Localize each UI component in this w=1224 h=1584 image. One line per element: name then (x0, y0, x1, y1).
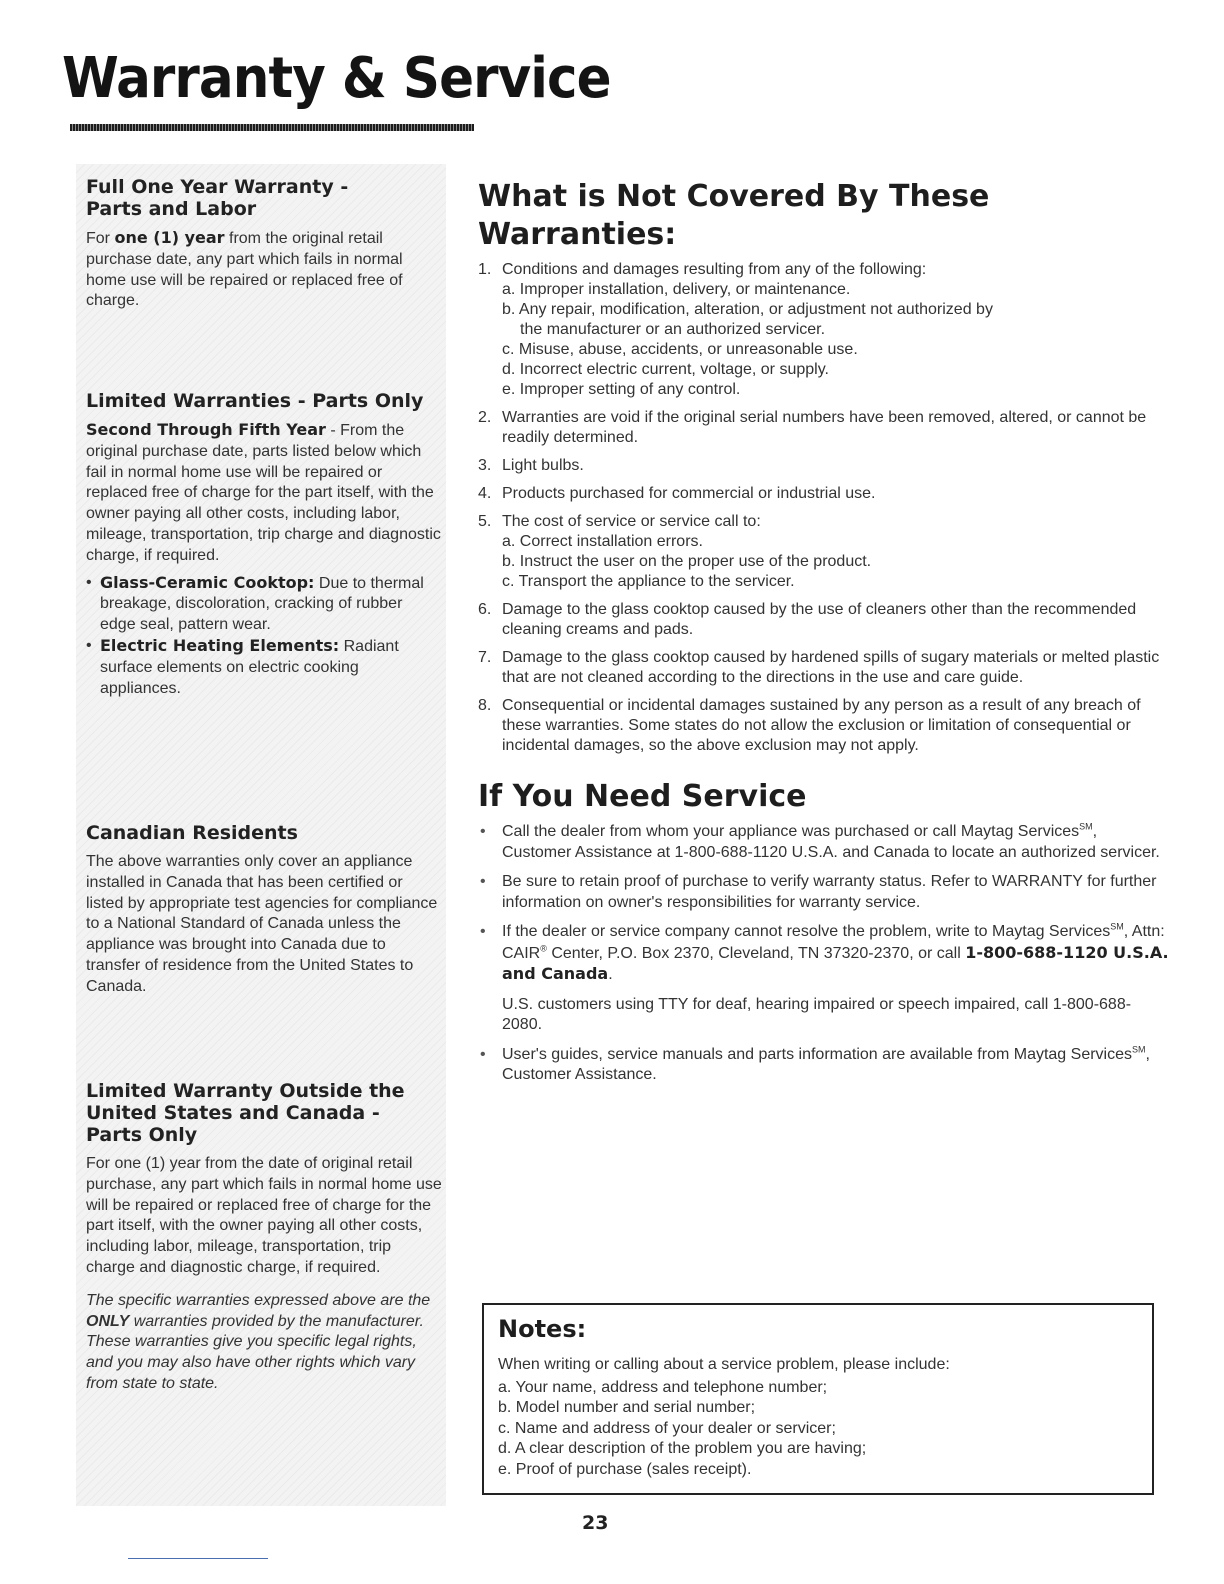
list-item (478, 260, 1170, 400)
list-item (478, 696, 1170, 756)
sub-list (502, 280, 1170, 400)
heading-line: Full One Year Warranty - (86, 176, 349, 198)
item-text: Products purchased for commercial or industrial use. (502, 485, 876, 502)
title-rule (70, 124, 474, 131)
sub-item-text: b. Any repair, modification, alteration, or adjustment not authorized by (502, 301, 993, 318)
notes-heading: Notes: (498, 1315, 587, 1343)
item-number: 1. (478, 261, 492, 278)
part-name: Electric Heating Elements: (100, 635, 340, 655)
notes-box (482, 1303, 1154, 1495)
item-text: Light bulbs. (502, 457, 584, 474)
part-name: Glass-Ceramic Cooktop: (100, 572, 315, 592)
item-text: User's guides, service manuals and parts information are available from Maytag Services (502, 1045, 1132, 1063)
outside-us-heading (86, 1080, 442, 1146)
outside-us-body: For one (1) year from the date of original retail purchase, any part which fails in normal home use will be repaired or replaced free of charge for the part itself, with the owner paying all other costs, including labor, mileage, transportation, trip charge and diagnostic charge, if required. (86, 1155, 442, 1276)
sub-item: a. Correct installation errors. (502, 533, 703, 550)
body-text: from the original retail purchase date, any part which fails in normal home use will be repaired or replaced free of charge. (86, 230, 403, 310)
note-text: The specific warranties expressed above are the (86, 1291, 431, 1309)
duration-emphasis: one (1) year (114, 228, 225, 247)
bottom-rule (128, 1558, 268, 1559)
heading-line: Warranties: (478, 217, 677, 252)
item-text: Damage to the glass cooktop caused by hardened spills of sugary materials or melted plastic that are not cleaned according to the directions in the use and care guide. (502, 649, 1160, 686)
list-item (478, 408, 1170, 448)
sub-item: c. Transport the appliance to the servicer. (502, 573, 795, 590)
heading-line: What is Not Covered By These (478, 179, 990, 214)
list-item: • Be sure to retain proof of purchase to verify warranty status. Refer to WARRANTY for further information on owner's responsibilities for warranty service. (478, 872, 1170, 913)
period-emphasis: Second Through Fifth Year (86, 420, 326, 439)
heading-line: Parts and Labor (86, 198, 257, 220)
limited-parts-heading: Limited Warranties - Parts Only (86, 390, 424, 412)
exclusive-warranty-note (86, 1291, 442, 1395)
full-warranty-section (86, 176, 442, 312)
item-number: 4. (478, 485, 492, 502)
list-item (478, 484, 1170, 504)
list-item (478, 648, 1170, 688)
not-covered-heading (478, 178, 1170, 254)
list-item (478, 456, 1170, 476)
list-item (478, 1045, 1170, 1086)
phone-emphasis: 1-800-688-1120 U.S.A. and Canada (502, 942, 1169, 983)
sub-item: a. Improper installation, delivery, or maintenance. (502, 281, 851, 298)
service-mark: SM (1110, 921, 1124, 932)
page-number: 23 (582, 1512, 609, 1534)
canadian-residents-body: The above warranties only cover an appliance installed in Canada that has been certified or listed by appropriate test agencies for compliance to a National Standard of Canada unless the appliance was brought into Canada due to transfer of residence from the United States to Canada. (86, 853, 438, 995)
list-item (478, 600, 1170, 640)
full-warranty-heading (86, 176, 442, 220)
item-number: 6. (478, 601, 492, 618)
exclusions-list (478, 260, 1170, 756)
item-number: 8. (478, 697, 492, 714)
item-text: If the dealer or service company cannot resolve the problem, write to Maytag Services (502, 923, 1111, 940)
sub-item: b. Instruct the user on the proper use of the product. (502, 553, 872, 570)
item-text: The cost of service or service call to: (502, 513, 761, 530)
list-item: b. Model number and serial number; (498, 1399, 756, 1416)
part-description: Due to thermal breakage, discoloration, cracking of rubber edge seal, pattern wear. (100, 574, 424, 634)
sub-list (502, 532, 1170, 592)
full-warranty-body (86, 228, 442, 312)
service-mark: SM (1132, 1044, 1146, 1055)
list-item: a. Your name, address and telephone number; (498, 1378, 828, 1396)
need-service-heading: If You Need Service (478, 779, 807, 814)
notes-intro: When writing or calling about a service problem, please include: (498, 1356, 950, 1373)
canadian-residents-heading: Canadian Residents (86, 822, 298, 844)
heading-line: United States and Canada - (86, 1102, 380, 1124)
page-title: Warranty & Service (62, 46, 611, 111)
list-item (478, 512, 1170, 592)
service-list (478, 822, 1170, 1086)
item-text: Conditions and damages resulting from any of the following: (502, 261, 927, 278)
list-item (86, 573, 442, 636)
sub-item (502, 300, 1170, 340)
body-text: - From the original purchase date, parts listed below which fail in normal home use will be repaired or replaced free of charge for the part itself, with the owner paying all other costs, including labor, mileage, transportation, trip charge and diagnostic charge, if required. (86, 422, 441, 564)
part-description: Radiant surface elements on electric cooking appliances. (100, 637, 399, 697)
sub-item: e. Improper setting of any control. (502, 381, 741, 398)
item-text: , Customer Assistance at 1-800-688-1120 U.S.A. and Canada to locate an authorized servicer. (502, 823, 1160, 861)
canadian-residents-section (86, 822, 442, 998)
body-text: For (86, 230, 115, 247)
main-column (478, 178, 1170, 1095)
item-text: Consequential or incidental damages sustained by any person as a result of any breach of these warranties. Some states do not allow the exclusion or limitation of consequential or incidental damages, so the above exclusion may not apply. (502, 697, 1141, 754)
item-number: 5. (478, 513, 492, 530)
heading-line: Parts Only (86, 1124, 198, 1146)
notes-list (498, 1378, 1140, 1481)
item-text: . (608, 966, 613, 983)
list-item (478, 822, 1170, 863)
item-text: , Attn: CAIR (502, 923, 1165, 962)
registered-mark: ® (540, 943, 547, 954)
item-number: 2. (478, 409, 492, 426)
sub-item-continuation: the manufacturer or an authorized servicer. (520, 321, 826, 338)
limited-parts-section (86, 390, 442, 699)
item-text: Warranties are void if the original serial numbers have been removed, altered, or cannot be readily determined. (502, 409, 1147, 446)
covered-parts-list (86, 573, 442, 700)
heading-line: Limited Warranty Outside the (86, 1080, 405, 1102)
note-text: warranties provided by the manufacturer. These warranties give you specific legal rights, and you may also have other rights which vary from state to state. (86, 1312, 424, 1392)
list-item (478, 922, 1170, 986)
sub-item: c. Misuse, abuse, accidents, or unreasonable use. (502, 341, 858, 358)
item-text: Damage to the glass cooktop caused by the use of cleaners other than the recommended cleaning creams and pads. (502, 601, 1137, 638)
tty-note: U.S. customers using TTY for deaf, hearing impaired or speech impaired, call 1-800-688-2080. (502, 995, 1132, 1033)
item-number: 7. (478, 649, 492, 666)
only-emphasis: ONLY (86, 1312, 130, 1330)
warranty-sidebar (76, 164, 446, 1506)
limited-parts-body (86, 420, 442, 567)
list-item: d. A clear description of the problem you are having; (498, 1440, 867, 1457)
list-item: e. Proof of purchase (sales receipt). (498, 1460, 752, 1478)
item-number: 3. (478, 457, 492, 474)
outside-us-section (86, 1080, 442, 1395)
item-text: , Customer Assistance. (502, 1045, 1150, 1083)
list-item (86, 636, 442, 699)
sub-item: d. Incorrect electric current, voltage, or supply. (502, 361, 829, 378)
service-mark: SM (1079, 821, 1093, 832)
list-item: c. Name and address of your dealer or servicer; (498, 1419, 836, 1437)
item-text: Center, P.O. Box 2370, Cleveland, TN 37320-2370, or call (546, 944, 966, 962)
item-text: Call the dealer from whom your appliance was purchased or call Maytag Services (502, 823, 1080, 840)
